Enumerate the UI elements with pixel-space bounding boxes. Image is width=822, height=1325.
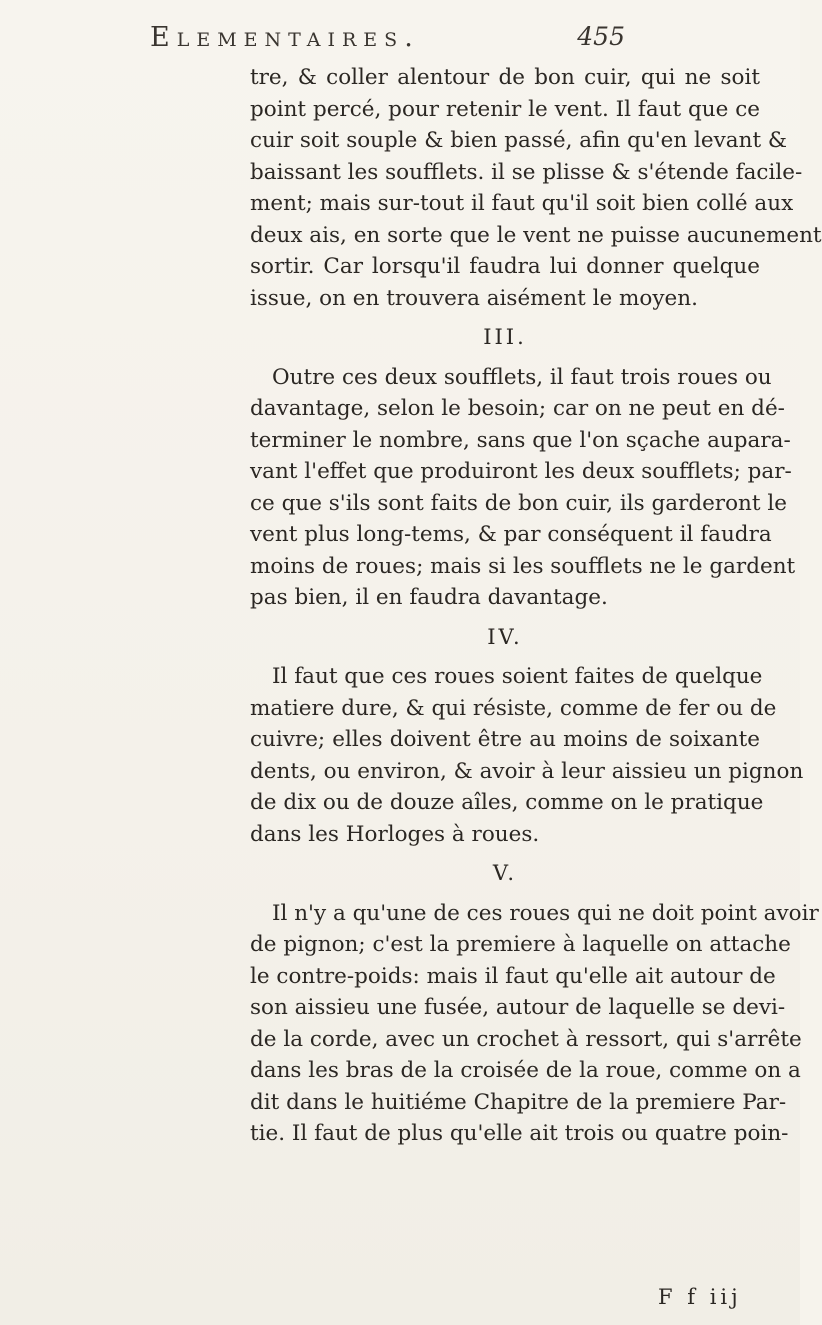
running-head: Elementaires.: [150, 22, 420, 53]
text-line: de la corde, avec un crochet à ressort, qui s'arrête: [250, 1026, 802, 1052]
text-line: ment; mais sur-tout il faut qu'il soit bien collé aux: [250, 191, 794, 216]
text-line: Il n'y a qu'une de ces roues qui ne doit point avoir: [272, 900, 819, 926]
text-line: deux ais, en sorte que le vent ne puisse aucunement: [250, 222, 822, 248]
text-line: ce que s'ils sont faits de bon cuir, ils garderont le: [250, 490, 787, 516]
text-line: dans les Horloges à roues.: [250, 821, 540, 847]
text-line: le contre-poids: mais il faut qu'elle ait autour de: [250, 963, 776, 989]
paragraph-5: [250, 898, 819, 1150]
text-line: tie. Il faut de plus qu'elle ait trois ou quatre poin-: [250, 1121, 789, 1146]
text-line: point percé, pour retenir le vent. Il faut que ce: [250, 96, 760, 122]
signature-mark: F f iij: [658, 1285, 742, 1309]
text-line: Il faut que ces roues soient faites de quelque: [272, 664, 763, 689]
text-line: vent plus long-tems, & par conséquent il faudra: [250, 522, 772, 547]
text-line: cuir soit souple & bien passé, afin qu'en levant &: [250, 128, 788, 153]
paragraph-1: [250, 62, 822, 314]
text-line: dans les bras de la croisée de la roue, comme on a: [250, 1058, 801, 1083]
text-line: dit dans le huitiéme Chapitre de la premiere Par-: [250, 1089, 787, 1115]
text-line: vant l'effet que produiront les deux soufflets; par-: [250, 459, 792, 484]
text-line: moins de roues; mais si les soufflets ne le gardent: [250, 553, 796, 579]
text-line: de pignon; c'est la premiere à laquelle on attache: [250, 932, 791, 957]
text-line: pas bien, il en faudra davantage.: [250, 585, 608, 610]
text-line: issue, on en trouvera aisément le moyen.: [250, 285, 698, 311]
section-number-5: V.: [492, 861, 518, 885]
text-line: matiere dure, & qui résiste, comme de fer ou de: [250, 695, 777, 721]
text-line: son aissieu une fusée, autour de laquelle se devi-: [250, 995, 786, 1020]
section-number-4: IV.: [487, 624, 523, 649]
text-line: terminer le nombre, sans que l'on sçache aupara-: [250, 427, 791, 453]
text-block: [250, 62, 822, 1150]
paragraph-4: [250, 661, 804, 850]
text-line: cuivre; elles doivent être au moins de soixante: [250, 727, 760, 752]
section-number-3: III.: [483, 325, 527, 349]
page-number: 455: [577, 22, 625, 51]
text-line: tre, & coller alentour de bon cuir, qui ne soit: [250, 65, 760, 90]
paragraph-3: [250, 362, 796, 614]
text-line: Outre ces deux soufflets, il faut trois roues ou: [272, 364, 772, 390]
text-line: baissant les soufflets. il se plisse & s'étende facile-: [250, 159, 803, 185]
text-line: de dix ou de douze aîles, comme on le pratique: [250, 790, 764, 815]
text-line: davantage, selon le besoin; car on ne peut en dé-: [250, 396, 785, 421]
text-line: sortir. Car lorsqu'il faudra lui donner quelque: [250, 254, 760, 279]
text-line: dents, ou environ, & avoir à leur aissieu un pignon: [250, 758, 804, 784]
